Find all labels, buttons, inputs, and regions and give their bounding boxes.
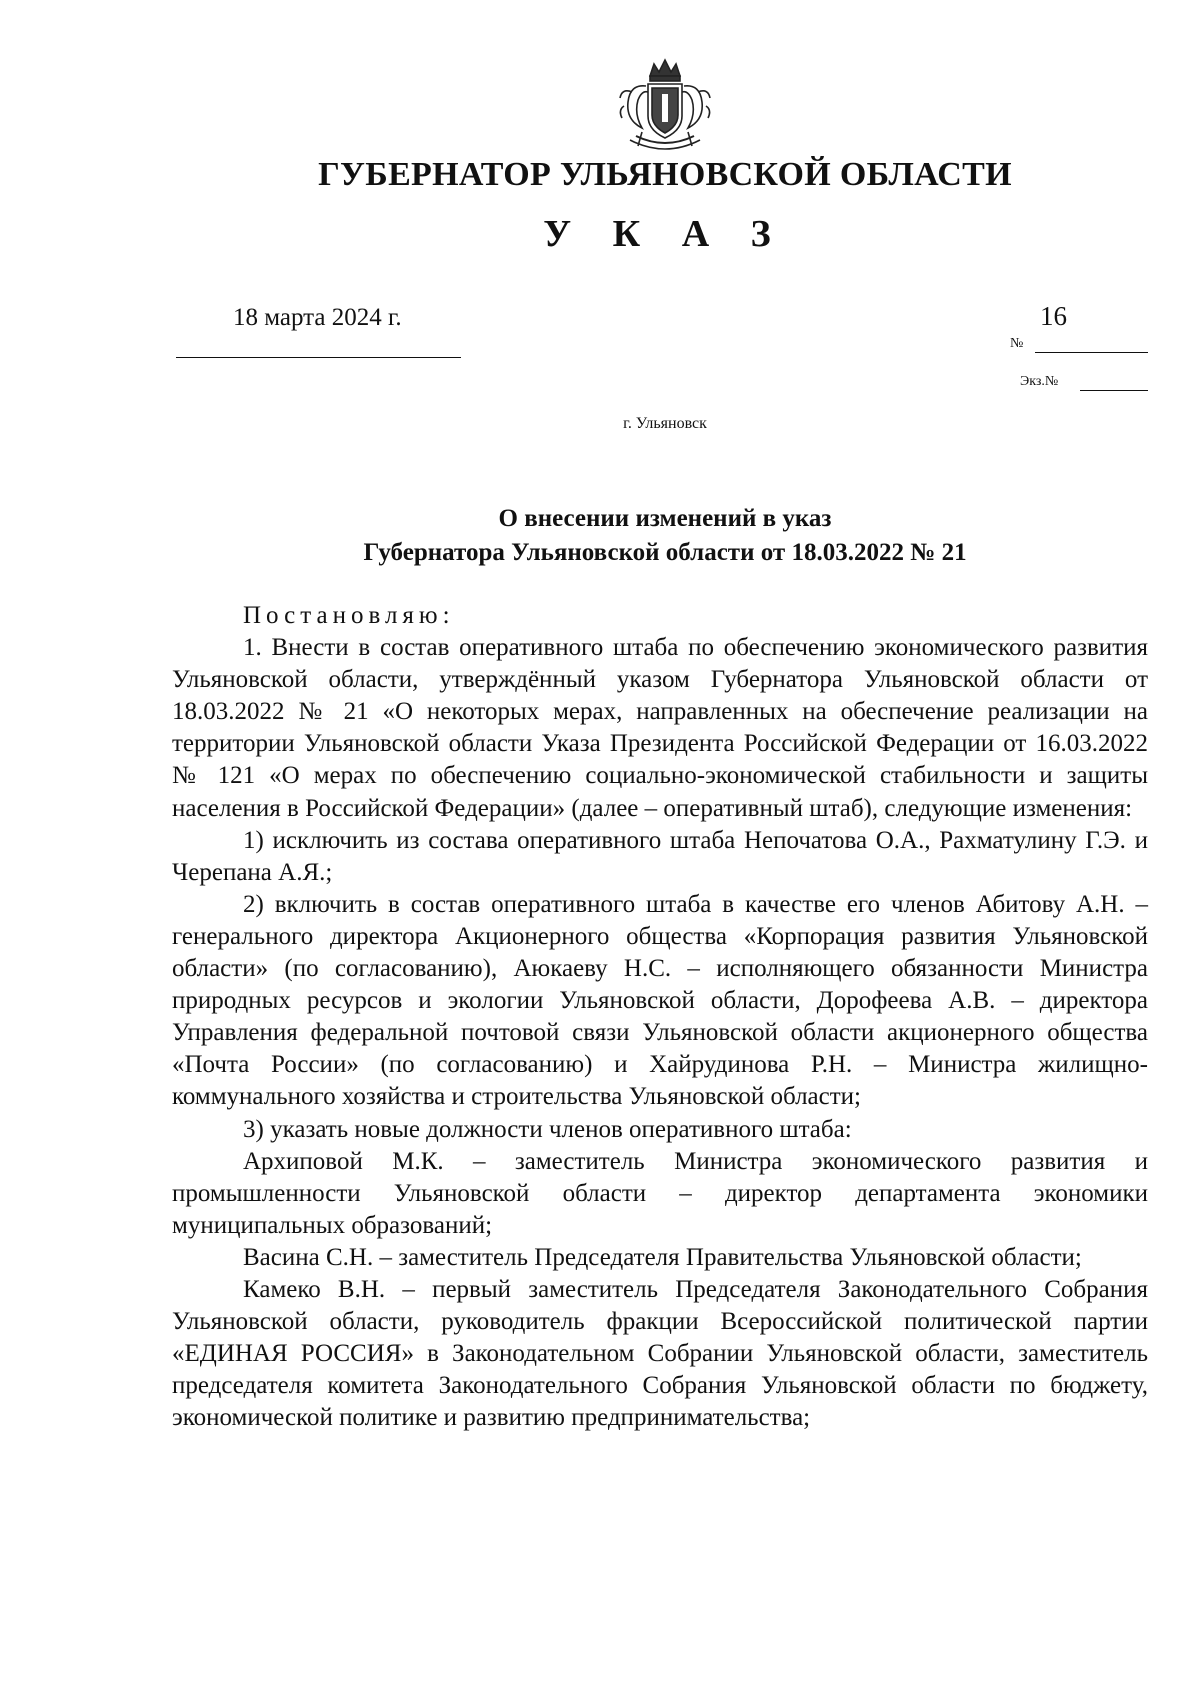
clause-1: 1. Внести в состав оперативного штаба по обеспечению экономического развития Ульяновской области, утверждённый указом Губернатора Ульяновской области от 18.03.2022 № 21 «О некоторых мерах, направленных на обеспечение реализации на территории Ульяновской области Указа Президента Российской Федерации от 16.03.2022 № 121 «О мерах по обеспечению социально-экономической стабильности и защиты населения в Российской Федерации» (далее – оперативный штаб), следующие изменения: [172,634,1148,822]
member-entry: Васина С.Н. – заместитель Председателя Правительства Ульяновской области; [243,1243,1082,1271]
copy-number-label: Экз.№ [1020,374,1059,389]
document-body [172,600,1148,1434]
copy-number-underline [1080,390,1148,391]
document-type: У К А З [543,213,787,255]
document-date: 18 марта 2024 г. [233,304,402,331]
city: г. Ульяновск [623,415,707,432]
issuing-authority: ГУБЕРНАТОР УЛЬЯНОВСКОЙ ОБЛАСТИ [318,156,1012,193]
subclause-1: 1) исключить из состава оперативного штаба Непочатова О.А., Рахматулину Г.Э. и Черепана А.Я.; [172,826,1148,886]
subclause-3: 3) указать новые должности членов оперативного штаба: [243,1115,852,1143]
decree-preamble: Постановляю: [243,602,455,629]
member-entry: Камеко В.Н. – первый заместитель Председателя Законодательного Собрания Ульяновской области, руководитель фракции Всероссийской политической партии «ЕДИНАЯ РОССИЯ» в Законодательном Собрании Ульяновской области, заместитель председателя комитета Законодательного Собрания Ульяновской области по бюджету, экономической политике и развитию предпринимательства; [172,1275,1148,1432]
document-number: 16 [1040,301,1067,331]
number-underline [1035,352,1148,353]
title-line: О внесении изменений в указ [498,505,832,532]
date-underline [176,357,461,358]
title-line: Губернатора Ульяновской области от 18.03.2022 № 21 [363,539,967,566]
document-title [0,502,1200,570]
subclause-2: 2) включить в состав оперативного штаба в качестве его членов Абитову А.Н. – генерального директора Акционерного общества «Корпорация развития Ульяновской области» (по согласованию), Аюкаеву Н.С. – исполняющего обязанности Министра природных ресурсов и экологии Ульяновской области, Дорофеева А.В. – директора Управления федеральной почтовой связи Ульяновской области акционерного общества «Почта России» (по согласованию) и Хайрудинова Р.Н. – Министра жилищно-коммунального хозяйства и строительства Ульяновской области; [172,890,1148,1111]
number-sign: № [1010,336,1024,351]
coat-of-arms-icon [612,58,718,156]
member-entry: Архиповой М.К. – заместитель Министра экономического развития и промышленности Ульяновской области – директор департамента экономики муниципальных образований; [172,1147,1148,1239]
